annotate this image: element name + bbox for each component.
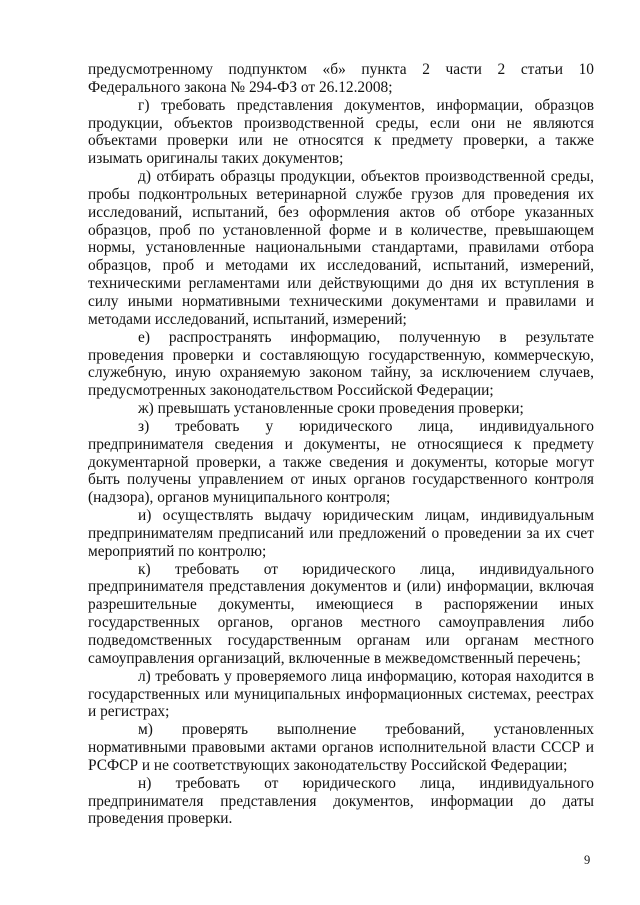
paragraph-item-k: к) требовать от юридического лица, индивидуального предпринимателя представления документов и (или) информации, включая разрешительные документы, имеющиеся в распоряжении иных государственных органов, органов местного самоуправления либо подведомственных государственным органам или органам местного самоуправления организаций, включенные в межведомственный перечень; — [88, 560, 594, 667]
paragraph-item-l: л) требовать у проверяемого лица информацию, которая находится в государственных или муниципальных информационных системах, реестрах и регистрах; — [88, 667, 594, 721]
paragraph-item-n: н) требовать от юридического лица, индивидуального предпринимателя представления документов, информации до даты проведения проверки. — [88, 774, 594, 828]
paragraph-item-d: д) отбирать образцы продукции, объектов производственной среды, пробы подконтрольных ветеринарной службе грузов для проведения их исследований, испытаний, без оформления актов об отборе указанных образцов, проб по установленной форме и в количестве, превышающем нормы, установленные национальными стандартами, правилами отбора образцов, проб и методами их исследований, испытаний, измерений, техническими регламентами или действующими до дня их вступления в силу иными нормативными техническими документами и правилами и методами исследований, испытаний, измерений; — [88, 168, 594, 328]
paragraph-item-zh: ж) превышать установленные сроки проведения проверки; — [138, 400, 524, 418]
paragraph-item-e: е) распространять информацию, полученную в результате проведения проверки и составляющую государственную, коммерческую, служебную, иную охраняемую законом тайну, за исключением случаев, предусмотренных законодательством Российской Федерации; — [88, 328, 594, 400]
paragraph-continuation: предусмотренному подпунктом «б» пункта 2 части 2 статьи 10 Федерального закона № 294-ФЗ от 26.12.2008; — [88, 61, 594, 96]
paragraph-item-m: м) проверять выполнение требований, установленных нормативными правовыми актами органов исполнительной власти СССР и РСФСР и не соответствующих законодательству Российской Федерации; — [88, 721, 594, 774]
paragraph-item-g: г) требовать представления документов, информации, образцов продукции, объектов производственной среды, если они не являются объектами проверки или не относятся к предмету проверки, а также изымать оригиналы таких документов; — [88, 96, 594, 168]
paragraph-item-i: и) осуществлять выдачу юридическим лицам, индивидуальным предпринимателям предписаний или предложений о проведении за их счет мероприятий по контролю; — [88, 507, 594, 560]
paragraph-item-z: з) требовать у юридического лица, индивидуального предпринимателя сведения и документы, не относящиеся к предмету документарной проверки, а также сведения и документы, которые могут быть получены управлением от иных органов государственного контроля (надзора), органов муниципального контроля; — [88, 417, 594, 507]
page-number: 9 — [584, 853, 591, 867]
document-body — [88, 61, 594, 828]
